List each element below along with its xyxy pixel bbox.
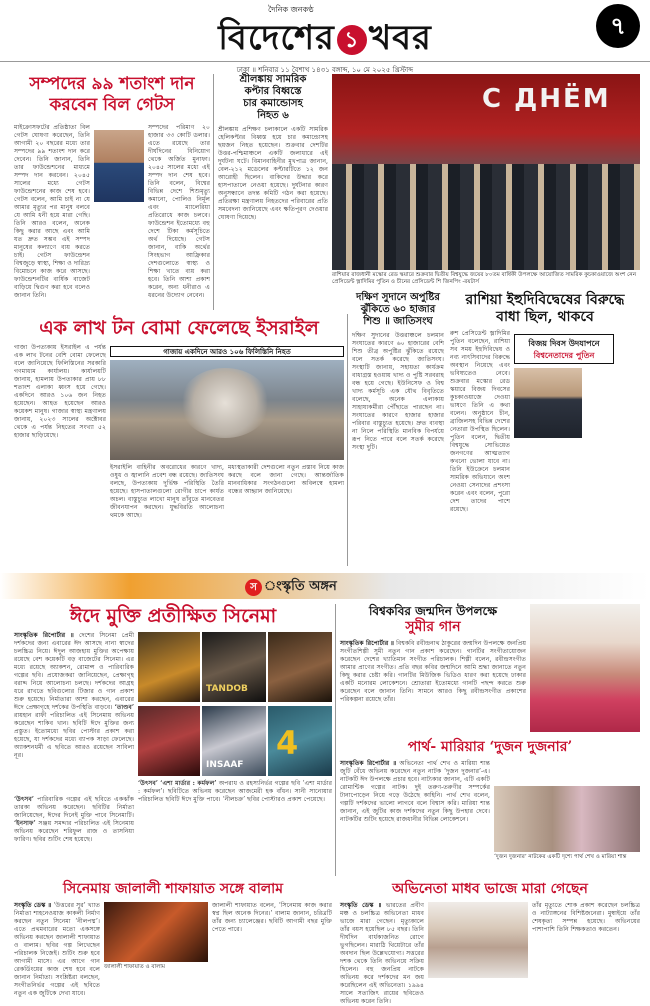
poster-caption-2: ‘এশা মার্ডার : কর্মফল’ [160,780,217,787]
shafayet-body [14,902,101,997]
madhab-headline: অভিনেতা মাধব ভাজে মারা গেছেন [392,881,588,897]
moscow-caption-text: রাশিয়ার রাজধানী মস্কোর রেড স্কয়ারে শুক্রবার দ্বিতীয় বিশ্বযুদ্ধে জয়ের ৮০তম বার্ষিকী উপলক্ষে আয়োজিত সামরিক কুচকাওয়াজে অংশ নেন প্রেসিডেন্ট ভ্লাদিমির পুতিন ও চীনের প্রেসিডেন্ট শি জিনপিং [332,272,637,285]
russia-headline [450,292,640,326]
gaza-photo [110,360,344,460]
shafayet-body-text: ‘উত্তরের সুর’ খ্যাত নির্মাতা শাহনেওয়াজ কাকলী নির্মাণ করছেন নতুন সিনেমা ‘নীলপদ্ম’। এতে প্রথমবারের মতো একসঙ্গে অভিনয় করছেন জালালী শাফায়াত ও বালাম। ছবির গল্প লিখেছেন পরিচালক নিজেই। শুটিং শুরু হবে আগামী মাসে। এর আগে গান রেকর্ডিংয়ের কাজ শেষ হবে বলে জানান নির্মাতা। সংশ্লিষ্টরা বলছেন, সংগীতনির্ভর গল্পের এই ছবিতে নতুন এক জুটিকে দেখা যাবে। [14,902,101,997]
partha-maria-photo [494,786,640,852]
sudan-headline-1: দক্ষিণ সুদানে অপুষ্টির [356,292,440,303]
tagore-headline-2: সুমীর গান [405,619,461,635]
madhab-body-2: তাঁর মৃত্যুতে শোক প্রকাশ করেছেন চলচ্চিত্র ও নাট্যাঙ্গনের বিশিষ্টজনেরা। মুম্বাইয়ে তাঁর শেষকৃত্য সম্পন্ন হয়েছে। অভিনয়ের পাশাপাশি তিনি শিক্ষকতাও করতেন। [532,902,640,933]
madhab-body-text: ভারতের প্রবীণ মঞ্চ ও চলচ্চিত্র অভিনেতা মাধব ভাজে মারা গেছেন। মৃত্যুকালে তাঁর বয়স হয়েছিল ৮৫ বছর। তিনি দীর্ঘদিন বার্ধক্যজনিত রোগে ভুগছিলেন। মারাঠি থিয়েটারে তাঁর অবদান ছিল উল্লেখযোগ্য। সত্তরের দশক থেকে তিনি অভিনয়ে সক্রিয় ছিলেন। বহু জনপ্রিয় নাটকে অভিনয় করে দর্শকদের মন জয় করেছিলেন এই অভিনেতা। ১৯৯৪ সালে সত্যজিৎ রায়ের ছবিতেও অভিনয় করেন তিনি। [340,902,424,1005]
eid-cinema-headline: ঈদে মুক্তি প্রতীক্ষিত সিনেমা [69,605,277,627]
parade-crowd [332,164,640,270]
column-divider [335,604,336,876]
israel-body-2: ইসরাইলি বাহিনীর অবরোধের কারণে খাদ্য, ওষুধ ও জ্বালানি প্রবেশ বন্ধ রয়েছে। জাতিসংঘ বলছে, উপত্যকায় দুর্ভিক্ষ পরিস্থিতি তৈরি হয়েছে। হাসপাতালগুলো রোগীর চাপে কার্যত অচল। বাস্তুচ্যুত লাখো মানুষ তাঁবুতে মানবেতর জীবনযাপন করছেন। যুদ্ধবিরতি আলোচনা থমকে আছে। [110,464,224,519]
page-number: ৭ [596,4,640,48]
srilanka-headline-1: শ্রীলঙ্কায় সামরিক [239,74,307,85]
tagore-byline: সাংস্কৃতিক রিপোর্টার ॥ [340,640,395,647]
culture-section-badge: স [245,579,262,596]
sudan-headline-2: ঝুঁকিতে ৬০ হাজার [360,304,436,315]
eid-cinema-body-2 [14,796,134,874]
russia-boxed-2: বিশ্বনেতাদের পুতিন [533,350,595,360]
partha-photo-caption: ‘দুজন দুজনার’ নাটকের একটি দৃশ্যে পার্থ শেখ ও মারিয়া শান্ত [494,854,627,860]
tagore-headline [340,604,526,636]
partha-byline: সাংস্কৃতিক রিপোর্টার ॥ [340,760,397,767]
movie-poster-4 [138,706,200,776]
moscow-photo-caption [332,272,640,288]
shafayet-balam-photo [104,902,208,962]
eid-sub-2: ‘উৎসব’ [14,796,34,803]
gates-headline-1: সম্পদের ৯৯ শতাংশ দান [29,74,195,94]
russia-boxed-head [514,334,614,364]
poster-captions [138,780,332,872]
russia-headline-1: রাশিয়া ইহুদিবিদ্বেষের বিরুদ্ধে [465,292,625,308]
madhab-bhaje-photo [428,902,528,978]
russia-body-2 [586,368,640,564]
poster-title-1: TANDOB [206,684,248,694]
masthead-mini: দৈনিক জনকণ্ঠ [268,5,314,14]
partha-body [340,760,490,874]
israel-body-1: গাজা উপত্যকায় ইসরাইল এ পর্যন্ত এক লাখ টনের বেশি বোমা ফেলেছে বলে জানিয়েছে ফিলিস্তিনের সরকারি গণমাধ্যম কার্যালয়। কার্যালয়টি জানায়, হামলায় উপত্যকার প্রায় ৮৮ শতাংশ এলাকা ধ্বংস হয়ে গেছে। একদিনে আরও ১০৬ জন নিহত হয়েছেন। আহত হয়েছেন আরও কয়েকশ মানুষ। গাজার স্বাস্থ্য মন্ত্রণালয় জানায়, ২০২৩ সালের অক্টোবর থেকে এ পর্যন্ত নিহতের সংখ্যা ৫২ হাজার ছাড়িয়েছে। [14,344,106,439]
gates-headline [14,74,210,116]
israel-subhead: গাজায় একদিনে আরও ১০৬ ফিলিস্তিনি নিহত [110,346,344,357]
dateline: ঢাকা ॥ শনিবার ১১ বৈশাখ ১৪৩১ বঙ্গাব্দ, ১০ মে ২০২৫ খ্রিস্টাব্দ [0,61,650,76]
culture-section-label: ংস্কৃতি অঙ্গন [264,579,337,594]
srilanka-headline-4: নিহত ৬ [257,110,289,121]
movie-poster-1 [138,632,200,702]
poster-caption-body: অপরাধ ও রহস্যনির্ভর গল্পের ছবি ‘এশা মার্ডার : কর্মফল’। ছবিটিতে অভিনয় করেছেন আজমেরী হক বাঁধন। সানী সানোয়ার পরিচালিত ছবিটি ঈদে মুক্তি পাবে। ‘নীলচক্র’ ছবির পোস্টারও প্রকাশ পেয়েছে। [138,780,332,803]
tagore-body [340,640,526,734]
shafayet-headline: সিনেমায় জালালী শাফায়াত সঙ্গে বালাম [62,881,284,897]
gates-body-2: সম্পদের পরিমাণ ২০ হাজার ৩৩ কোটি ডলার। এতে রয়েছে তার দীর্ঘদিনের বিনিয়োগ থেকে অর্জিত মুনাফা। ২০৪৫ সালের মধ্যে এই সম্পদ দান শেষ হবে। তিনি বলেন, বিশ্বের বিভিন্ন দেশে শিশুমৃত্যু কমানো, পোলিও নির্মূল এবং ম্যালেরিয়া প্রতিরোধে কাজ চলবে। ফাউন্ডেশন ইতোমধ্যে বহু দেশে টিকা কর্মসূচিতে অর্থ দিয়েছে। গেটস জানান, বাকি অর্থের সিংহভাগ আফ্রিকার দেশগুলোতে স্বাস্থ্য ও শিক্ষা খাতে ব্যয় করা হবে। তিনি আশা প্রকাশ করেন, অন্য ধনীরাও এ ধরনের উদ্যোগ নেবেন। [148,124,210,299]
shafayet-byline: সংস্কৃতি ডেস্ক ॥ [14,902,52,909]
sudan-headline [352,292,444,328]
eid-cinema-body-text: দেশের সিনেমা প্রেমী দর্শকদের জন্য এবারের ঈদ আসছে নানা স্বাদের চলচ্চিত্র নিয়ে। ঈদুল আজহায় মুক্তির অপেক্ষায় রয়েছে বেশ কয়েকটি বড় বাজেটের সিনেমা। এর মধ্যে রয়েছে অ্যাকশন, রোমান্স ও পারিবারিক গল্পের ছবি। প্রযোজকরা জানিয়েছেন, প্রেক্ষাগৃহ বরাদ্দ নিয়ে আলোচনা চলছে। দর্শকদের আগ্রহ ধরে রাখতে ছবিগুলোর টিজার ও গান প্রকাশ শুরু হয়েছে। নির্মাতারা আশা করছেন, এবারের ঈদে প্রেক্ষাগৃহে দর্শকের উপস্থিতি বাড়বে। [14,632,134,711]
smoke-cloud [180,368,270,438]
srilanka-headline [218,74,328,122]
sudan-headline-3: শিশু ॥ জাতিসংঘ [363,316,433,327]
russia-body-3 [514,442,582,564]
eid-sub-1: ‘তাণ্ডব’ [114,704,134,711]
eid-sub-3: ‘ইনসাফ’ [14,820,36,827]
eid-sub-3-body: সঞ্জয় সমদ্দার পরিচালিত এই সিনেমায় অভিনয় করেছেন শরিফুল রাজ ও তাসনিয়া ফারিণ। ছবির শুটিং শেষ হয়েছে। [14,820,135,843]
movie-poster-2 [202,632,266,702]
eid-sub-1-body: রায়হান রাফী পরিচালিত এই সিনেমায় অভিনয় করেছেন শাকিব খান। ছবিটি ঈদে মুক্তির জন্য প্রস্তুত। ইতোমধ্যে ছবির পোস্টার প্রকাশ করা হয়েছে, যা দর্শকদের মধ্যে ব্যাপক সাড়া ফেলেছে। অ্যাকশনধর্মী এ ছবিতে আরও রয়েছেন সাবিলা নূর। [14,712,134,759]
poster-title-3: 4 [276,724,299,762]
eid-sub-2-body: পারিবারিক গল্পের এই ছবিতে একঝাঁক তারকা অভিনয় করেছেন। ছবিটির নির্মাতা জানিয়েছেন, ঈদের দিনেই মুক্তি পাবে সিনেমাটি। [14,796,135,819]
section-title-badge: ১ [337,25,367,55]
culture-section-band [0,573,650,599]
srilanka-body: শ্রীলঙ্কায় প্রশিক্ষণ চলাকালে একটি সামরিক হেলিকপ্টার বিধ্বস্ত হয়ে চার কমান্ডোসহ ছয়জন নিহত হয়েছেন। শুক্রবার দেশটির উত্তর-পশ্চিমাঞ্চলে একটি জলাধারে এই দুর্ঘটনা ঘটে। বিমানবাহিনীর মুখপাত্র জানান, বেল-২১২ মডেলের কপ্টারটিতে ১২ জন আরোহী ছিলেন। বাকিদের উদ্ধার করে হাসপাতালে নেওয়া হয়েছে। দুর্ঘটনার কারণ অনুসন্ধানে তদন্ত কমিটি গঠন করা হয়েছে। প্রতিরক্ষা মন্ত্রণালয় নিহতদের পরিবারের প্রতি সমবেদনা জানিয়েছে এবং ক্ষতিপূরণ দেওয়ার ঘোষণা দিয়েছে। [218,126,328,221]
russia-boxed-1: বিজয় দিবস উদযাপনে [528,338,600,348]
culture-section-logo [245,577,337,598]
gates-photo [94,130,144,202]
partha-headline: পার্থ- মারিয়ার ‘দুজন দুজনার’ [407,739,573,755]
parade-banner-text: С ДНЁМ [482,84,611,114]
column-divider [347,314,348,566]
shafayet-body-2: জালালী শাফায়াত বলেন, ‘সিনেমায় কাজ করার স্বপ্ন ছিল অনেক দিনের।’ বালাম জানান, চরিত্রটি তাঁর জন্য চ্যালেঞ্জের। ছবিটি আগামী বছর মুক্তি পেতে পারে। [212,902,332,933]
srilanka-headline-3: চার কমান্ডোসহ [243,98,303,109]
eid-cinema-byline: সাংস্কৃতিক রিপোর্টার ॥ [14,632,74,639]
partha-body-text: অভিনেতা পার্থ শেখ ও মারিয়া শান্ত জুটি বেঁধে অভিনয় করেছেন নতুন নাটক ‘দুজন দুজনার’-এ। নাটকটি ঈদ উপলক্ষে প্রচার হবে। নাট্যকার জানান, এটি একটি রোমান্টিক গল্পের নাটক। দুই তরুণ-তরুণীর সম্পর্কের টানাপোড়েন নিয়ে গড়ে উঠেছে কাহিনি। পার্থ শেখ বলেন, গল্পটি দর্শকদের ভালো লাগবে বলে বিশ্বাস করি। মারিয়া শান্ত জানান, এই জুটির কাজ দর্শকদের নতুন কিছু উপহার দেবে। নাটকটির শুটিং হয়েছে রাজধানীর বিভিন্ন লোকেশনে। [340,760,490,823]
movie-poster-6 [268,706,332,776]
poster-title-2: INSAAF [206,760,244,770]
singer-sumi-photo [530,604,640,732]
tagore-body-text: বিশ্বকবি রবীন্দ্রনাথ ঠাকুরের জন্মদিন উপলক্ষে জনপ্রিয় সংগীতশিল্পী সুমী নতুন গান প্রকাশ করেছেন। গানটির সংগীতায়োজন করেছেন দেশের খ্যাতিমান সংগীত পরিচালক। শিল্পী বলেন, রবীন্দ্রসংগীত আমার প্রাণের সংগীত। প্রতি বছর কবির জন্মদিনে আমি শ্রদ্ধা জানাতে নতুন কিছু করার চেষ্টা করি। গানটির মিউজিক ভিডিও ধারণ করা হয়েছে ঢাকার একটি মনোরম লোকেশনে। শ্রোতারা ইতোমধ্যে গানটি পছন্দ করতে শুরু করেছেন বলে জানান তিনি। সামনে আরও কিছু রবীন্দ্রসংগীত প্রকাশের পরিকল্পনা রয়েছে তাঁর। [340,640,526,703]
column-divider [213,74,214,310]
sudan-body: দক্ষিণ সুদানের উত্তরাঞ্চলে চলমান সংঘাতের কারণে ৬০ হাজারের বেশি শিশু তীব্র অপুষ্টির ঝুঁকিতে রয়েছে বলে সতর্ক করেছে জাতিসংঘ। সংস্থাটি জানায়, সহায়তা কার্যক্রম বাধাগ্রস্ত হওয়ায় খাদ্য ও পুষ্টি সরবরাহ বন্ধ হয়ে গেছে। ইউনিসেফ ও বিশ্ব খাদ্য কর্মসূচি এক যৌথ বিবৃতিতে বলেছে, অনেক এলাকায় সাহায্যকর্মীরা পৌঁছাতে পারছেন না। সংঘাতের কারণে হাজার হাজার পরিবার বাস্তুচ্যুত হয়েছে। দ্রুত ব্যবস্থা না নিলে পরিস্থিতি মানবিক বিপর্যয়ে রূপ নিতে পারে বলে সতর্ক করেছে সংস্থা দুটি। [352,332,444,451]
russia-headline-2: বাধা ছিল, থাকবে [496,309,594,325]
gates-body-1: মাইক্রোসফটের প্রতিষ্ঠাতা বিল গেটস ঘোষণা করেছেন, তিনি আগামী ২০ বছরের মধ্যে তার সম্পদের ৯৯ শতাংশ দান করে দেবেন। তিনি জানান, তিনি তার ফাউন্ডেশনের মাধ্যমে সম্পদ দান করবেন। ২০৪৫ সালের মধ্যে গেটস ফাউন্ডেশনের কাজ শেষ হবে। গেটস বলেন, আমি চাই না যে আমার মৃত্যুর পর মানুষ বলবে যে আমি ধনী হয়ে মারা গেছি। তিনি আরও বলেন, অনেক কিছু করার আছে এবং আমি যত দ্রুত সম্ভব এই সম্পদ মানুষের কল্যাণে ব্যয় করতে চাই। গেটস ফাউন্ডেশন বিশ্বজুড়ে স্বাস্থ্য, শিক্ষা ও দারিদ্র্য বিমোচনে কাজ করে আসছে। ফাউন্ডেশনটির বার্ষিক বাজেট বাড়িয়ে দ্বিগুণ করা হবে বলেও জানান তিনি। [14,124,90,299]
gates-body-1b [94,206,144,308]
madhab-byline: সংস্কৃতি ডেস্ক ॥ [340,902,382,909]
tagore-headline-1: বিশ্বকবির জন্মদিন উপলক্ষে [368,604,498,618]
masthead [0,0,650,58]
movie-poster-5 [202,706,266,776]
partha-body-2 [494,760,640,784]
russia-body: রুশ প্রেসিডেন্ট ভ্লাদিমির পুতিন বলেছেন, রাশিয়া সব সময় ইহুদিবিদ্বেষ ও নব্য নাৎসিবাদের বিরুদ্ধে অবস্থান নিয়েছে এবং ভবিষ্যতেও নেবে। শুক্রবার মস্কোর রেড স্কয়ারে বিজয় দিবসের কুচকাওয়াজে দেওয়া ভাষণে তিনি এ কথা বলেন। অনুষ্ঠানে চীন, ব্রাজিলসহ বিভিন্ন দেশের নেতারা উপস্থিত ছিলেন। পুতিন বলেন, দ্বিতীয় বিশ্বযুদ্ধে সোভিয়েত জনগণের আত্মত্যাগ কখনো ভোলা যাবে না। তিনি ইউক্রেনে চলমান সামরিক অভিযানে অংশ নেওয়া সেনাদের প্রশংসা করেন এবং বলেন, পুরো দেশ তাদের পাশে রয়েছে। [450,330,510,513]
moscow-parade-photo [332,74,640,270]
moscow-caption-credit: -রয়টার্স [462,279,480,285]
poster-caption-1: ‘উৎসব’ [138,780,158,787]
shafayet-photo-caption: জালালী শাফায়াত ও বালাম [104,964,166,970]
israel-headline: এক লাখ টন বোমা ফেলেছে ইসরাইল [39,317,319,339]
eid-cinema-body [14,632,134,792]
movie-poster-3 [268,632,332,702]
gates-headline-2: করবেন বিল গেটস [49,95,175,115]
madhab-body [340,902,424,1005]
srilanka-headline-2: কপ্টার বিধ্বস্তে [244,86,302,97]
section-title-pre: বিদেশের [218,18,335,58]
section-title-post: খবর [368,18,432,58]
putin-photo [514,368,582,438]
israel-body-3: মধ্যস্থতাকারী দেশগুলো নতুন প্রস্তাব নিয়ে কাজ করছে বলে জানা গেছে। আন্তর্জাতিক মানবাধিকার সংগঠনগুলো অবিলম্বে হামলা বন্ধের আহ্বান জানিয়েছে। [228,464,344,495]
